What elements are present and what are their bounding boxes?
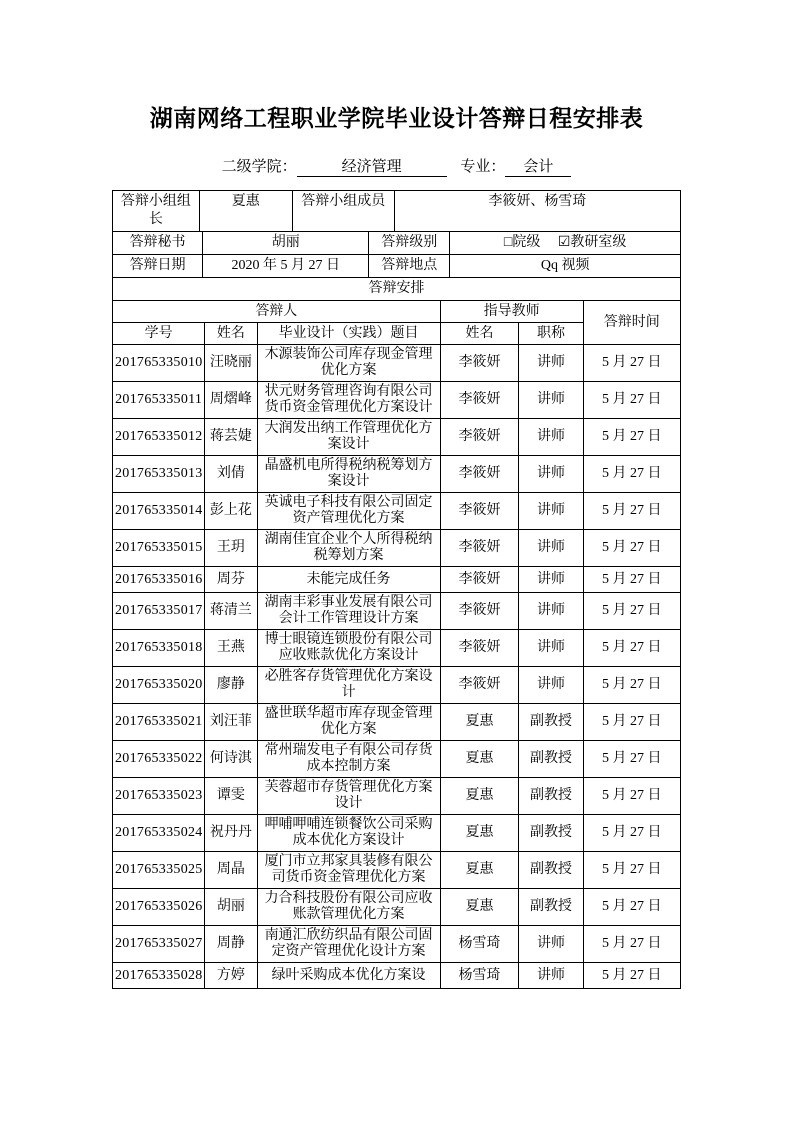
advisor-name-cell: 夏惠	[440, 741, 519, 778]
advisor-rank-cell: 讲师	[519, 493, 583, 530]
topic-cell: 未能完成任务	[257, 567, 440, 593]
table-row	[113, 704, 680, 741]
advisor-rank-cell: 讲师	[519, 963, 583, 989]
defense-time-cell: 5 月 27 日	[583, 926, 680, 963]
table-row	[113, 963, 680, 989]
table-row	[113, 889, 680, 926]
page-title: 湖南网络工程职业学院毕业设计答辩日程安排表	[149, 106, 644, 131]
student-name-cell: 祝丹丹	[205, 815, 257, 852]
topic-cell: 状元财务管理咨询有限公司货币资金管理优化方案设计	[257, 382, 440, 419]
advisor-rank-cell: 副教授	[519, 852, 583, 889]
defense-time-cell: 5 月 27 日	[583, 567, 680, 593]
topic-cell: 必胜客存货管理优化方案设计	[257, 667, 440, 704]
group-header-row	[113, 301, 680, 323]
student-id-cell: 201765335016	[113, 567, 205, 593]
defense-time-cell: 5 月 27 日	[583, 345, 680, 382]
student-id-cell: 201765335017	[113, 593, 205, 630]
table-row	[113, 926, 680, 963]
advisor-name-cell: 李筱妍	[440, 530, 519, 567]
table-row	[113, 567, 680, 593]
advisor-rank-header: 职称	[519, 323, 583, 345]
student-name-cell: 周熠峰	[205, 382, 257, 419]
student-name-cell: 刘倩	[205, 456, 257, 493]
table-row	[113, 419, 680, 456]
topic-cell: 英诚电子科技有限公司固定资产管理优化方案	[257, 493, 440, 530]
info-row-secretary	[113, 232, 680, 255]
student-name-header: 姓名	[205, 323, 257, 345]
student-id-cell: 201765335024	[113, 815, 205, 852]
student-name-cell: 彭上花	[205, 493, 257, 530]
defense-time-cell: 5 月 27 日	[583, 704, 680, 741]
group-members-label: 答辩小组成员	[293, 191, 395, 231]
topic-cell: 博士眼镜连锁股份有限公司应收账款优化方案设计	[257, 630, 440, 667]
student-name-cell: 王燕	[205, 630, 257, 667]
topic-cell: 湖南佳宜企业个人所得税纳税筹划方案	[257, 530, 440, 567]
student-id-cell: 201765335018	[113, 630, 205, 667]
student-id-cell: 201765335021	[113, 704, 205, 741]
checkbox-dept-level-checked: ☑教研室级	[557, 235, 627, 250]
student-name-cell: 胡丽	[205, 889, 257, 926]
college-label: 二级学院：	[221, 159, 297, 175]
advisor-group-header: 指导教师	[440, 301, 583, 323]
topic-cell: 晶盛机电所得税纳税筹划方案设计	[257, 456, 440, 493]
level-label: 答辩级别	[369, 232, 450, 254]
group-members-value: 李筱妍、杨雪琦	[488, 194, 587, 209]
student-id-cell: 201765335020	[113, 667, 205, 704]
table-row	[113, 815, 680, 852]
student-name-cell: 周晶	[205, 852, 257, 889]
table-row	[113, 593, 680, 630]
table-row	[113, 630, 680, 667]
topic-header: 毕业设计（实践）题目	[257, 323, 440, 345]
advisor-rank-cell: 副教授	[519, 815, 583, 852]
advisor-name-cell: 夏惠	[440, 815, 519, 852]
topic-cell: 厦门市立邦家具装修有限公司货币资金管理优化方案	[257, 852, 440, 889]
student-name-cell: 刘汪菲	[205, 704, 257, 741]
student-name-cell: 周芬	[205, 567, 257, 593]
table-row	[113, 530, 680, 567]
schedule-grid	[113, 301, 680, 988]
defense-time-cell: 5 月 27 日	[583, 456, 680, 493]
advisor-rank-cell: 讲师	[519, 667, 583, 704]
group-leader-label: 答辩小组组长	[113, 191, 200, 231]
advisor-rank-cell: 讲师	[519, 456, 583, 493]
student-id-cell: 201765335011	[113, 382, 205, 419]
student-id-cell: 201765335028	[113, 963, 205, 989]
topic-cell: 呷哺呷哺连锁餐饮公司采购成本优化方案设计	[257, 815, 440, 852]
advisor-name-header: 姓名	[440, 323, 519, 345]
advisor-rank-cell: 讲师	[519, 593, 583, 630]
student-id-header: 学号	[113, 323, 205, 345]
advisor-rank-cell: 副教授	[519, 704, 583, 741]
student-id-cell: 201765335012	[113, 419, 205, 456]
defense-time-cell: 5 月 27 日	[583, 741, 680, 778]
advisor-name-cell: 夏惠	[440, 889, 519, 926]
topic-cell: 力合科技股份有限公司应收账款管理优化方案	[257, 889, 440, 926]
table-row	[113, 456, 680, 493]
topic-cell: 湖南丰彩事业发展有限公司会计工作管理设计方案	[257, 593, 440, 630]
checkbox-college-level: □院级	[503, 235, 541, 250]
table-row	[113, 382, 680, 419]
student-id-cell: 201765335027	[113, 926, 205, 963]
advisor-name-cell: 李筱妍	[440, 382, 519, 419]
advisor-rank-cell: 讲师	[519, 926, 583, 963]
college-value: 经济管理	[297, 158, 447, 177]
topic-cell: 南通汇欣纺织品有限公司固定资产管理优化设计方案	[257, 926, 440, 963]
defense-time-cell: 5 月 27 日	[583, 778, 680, 815]
advisor-rank-cell: 讲师	[519, 345, 583, 382]
topic-cell: 木源装饰公司库存现金管理优化方案	[257, 345, 440, 382]
place-label: 答辩地点	[369, 255, 450, 277]
student-id-cell: 201765335025	[113, 852, 205, 889]
student-name-cell: 周静	[205, 926, 257, 963]
defense-time-cell: 5 月 27 日	[583, 419, 680, 456]
defense-time-cell: 5 月 27 日	[583, 630, 680, 667]
student-name-cell: 王玥	[205, 530, 257, 567]
table-row	[113, 852, 680, 889]
advisor-name-cell: 夏惠	[440, 852, 519, 889]
student-id-cell: 201765335023	[113, 778, 205, 815]
section-title: 答辩安排	[113, 278, 680, 301]
advisor-name-cell: 夏惠	[440, 778, 519, 815]
advisor-name-cell: 李筱妍	[440, 567, 519, 593]
advisor-name-cell: 李筱妍	[440, 593, 519, 630]
defender-group-header: 答辩人	[113, 301, 440, 323]
secretary-value: 胡丽	[203, 232, 369, 254]
major-label: 专业：	[460, 159, 506, 175]
defense-schedule-table	[112, 190, 681, 989]
advisor-name-cell: 李筱妍	[440, 345, 519, 382]
advisor-rank-cell: 副教授	[519, 778, 583, 815]
student-id-cell: 201765335015	[113, 530, 205, 567]
advisor-rank-cell: 副教授	[519, 741, 583, 778]
level-options	[450, 232, 680, 254]
place-value: Qq 视频	[540, 258, 590, 273]
info-row-date	[113, 255, 680, 278]
topic-cell: 绿叶采购成本优化方案设	[257, 963, 440, 989]
advisor-rank-cell: 讲师	[519, 630, 583, 667]
student-name-cell: 谭雯	[205, 778, 257, 815]
student-id-cell: 201765335022	[113, 741, 205, 778]
student-id-cell: 201765335026	[113, 889, 205, 926]
date-value: 2020 年 5 月 27 日	[203, 255, 369, 277]
time-header: 答辩时间	[583, 301, 680, 345]
advisor-rank-cell: 讲师	[519, 567, 583, 593]
advisor-name-cell: 李筱妍	[440, 493, 519, 530]
advisor-name-cell: 杨雪琦	[440, 963, 519, 989]
subtitle-line	[112, 155, 681, 177]
advisor-rank-cell: 讲师	[519, 419, 583, 456]
student-id-cell: 201765335010	[113, 345, 205, 382]
student-name-cell: 汪晓丽	[205, 345, 257, 382]
student-name-cell: 蒋芸婕	[205, 419, 257, 456]
advisor-rank-cell: 讲师	[519, 382, 583, 419]
secretary-label: 答辩秘书	[113, 232, 203, 254]
advisor-name-cell: 李筱妍	[440, 630, 519, 667]
topic-cell: 常州瑞发电子有限公司存货成本控制方案	[257, 741, 440, 778]
table-row	[113, 345, 680, 382]
advisor-name-cell: 李筱妍	[440, 667, 519, 704]
advisor-rank-cell: 副教授	[519, 889, 583, 926]
student-name-cell: 蒋清兰	[205, 593, 257, 630]
table-row	[113, 493, 680, 530]
table-row	[113, 778, 680, 815]
topic-cell: 大润发出纳工作管理优化方案设计	[257, 419, 440, 456]
topic-cell: 盛世联华超市库存现金管理优化方案	[257, 704, 440, 741]
defense-time-cell: 5 月 27 日	[583, 382, 680, 419]
advisor-rank-cell: 讲师	[519, 530, 583, 567]
defense-time-cell: 5 月 27 日	[583, 667, 680, 704]
defense-time-cell: 5 月 27 日	[583, 593, 680, 630]
defense-time-cell: 5 月 27 日	[583, 493, 680, 530]
table-row	[113, 741, 680, 778]
defense-time-cell: 5 月 27 日	[583, 815, 680, 852]
student-name-cell: 廖静	[205, 667, 257, 704]
advisor-name-cell: 李筱妍	[440, 419, 519, 456]
student-id-cell: 201765335013	[113, 456, 205, 493]
advisor-name-cell: 夏惠	[440, 704, 519, 741]
student-name-cell: 何诗淇	[205, 741, 257, 778]
advisor-name-cell: 杨雪琦	[440, 926, 519, 963]
defense-time-cell: 5 月 27 日	[583, 889, 680, 926]
date-label: 答辩日期	[113, 255, 203, 277]
advisor-name-cell: 李筱妍	[440, 456, 519, 493]
group-leader-value: 夏惠	[200, 191, 293, 231]
topic-cell: 芙蓉超市存货管理优化方案设计	[257, 778, 440, 815]
student-name-cell: 方婷	[205, 963, 257, 989]
defense-time-cell: 5 月 27 日	[583, 530, 680, 567]
info-row-leader	[113, 191, 680, 232]
student-id-cell: 201765335014	[113, 493, 205, 530]
table-row	[113, 667, 680, 704]
defense-time-cell: 5 月 27 日	[583, 963, 680, 989]
major-value: 会计	[505, 158, 571, 177]
defense-time-cell: 5 月 27 日	[583, 852, 680, 889]
